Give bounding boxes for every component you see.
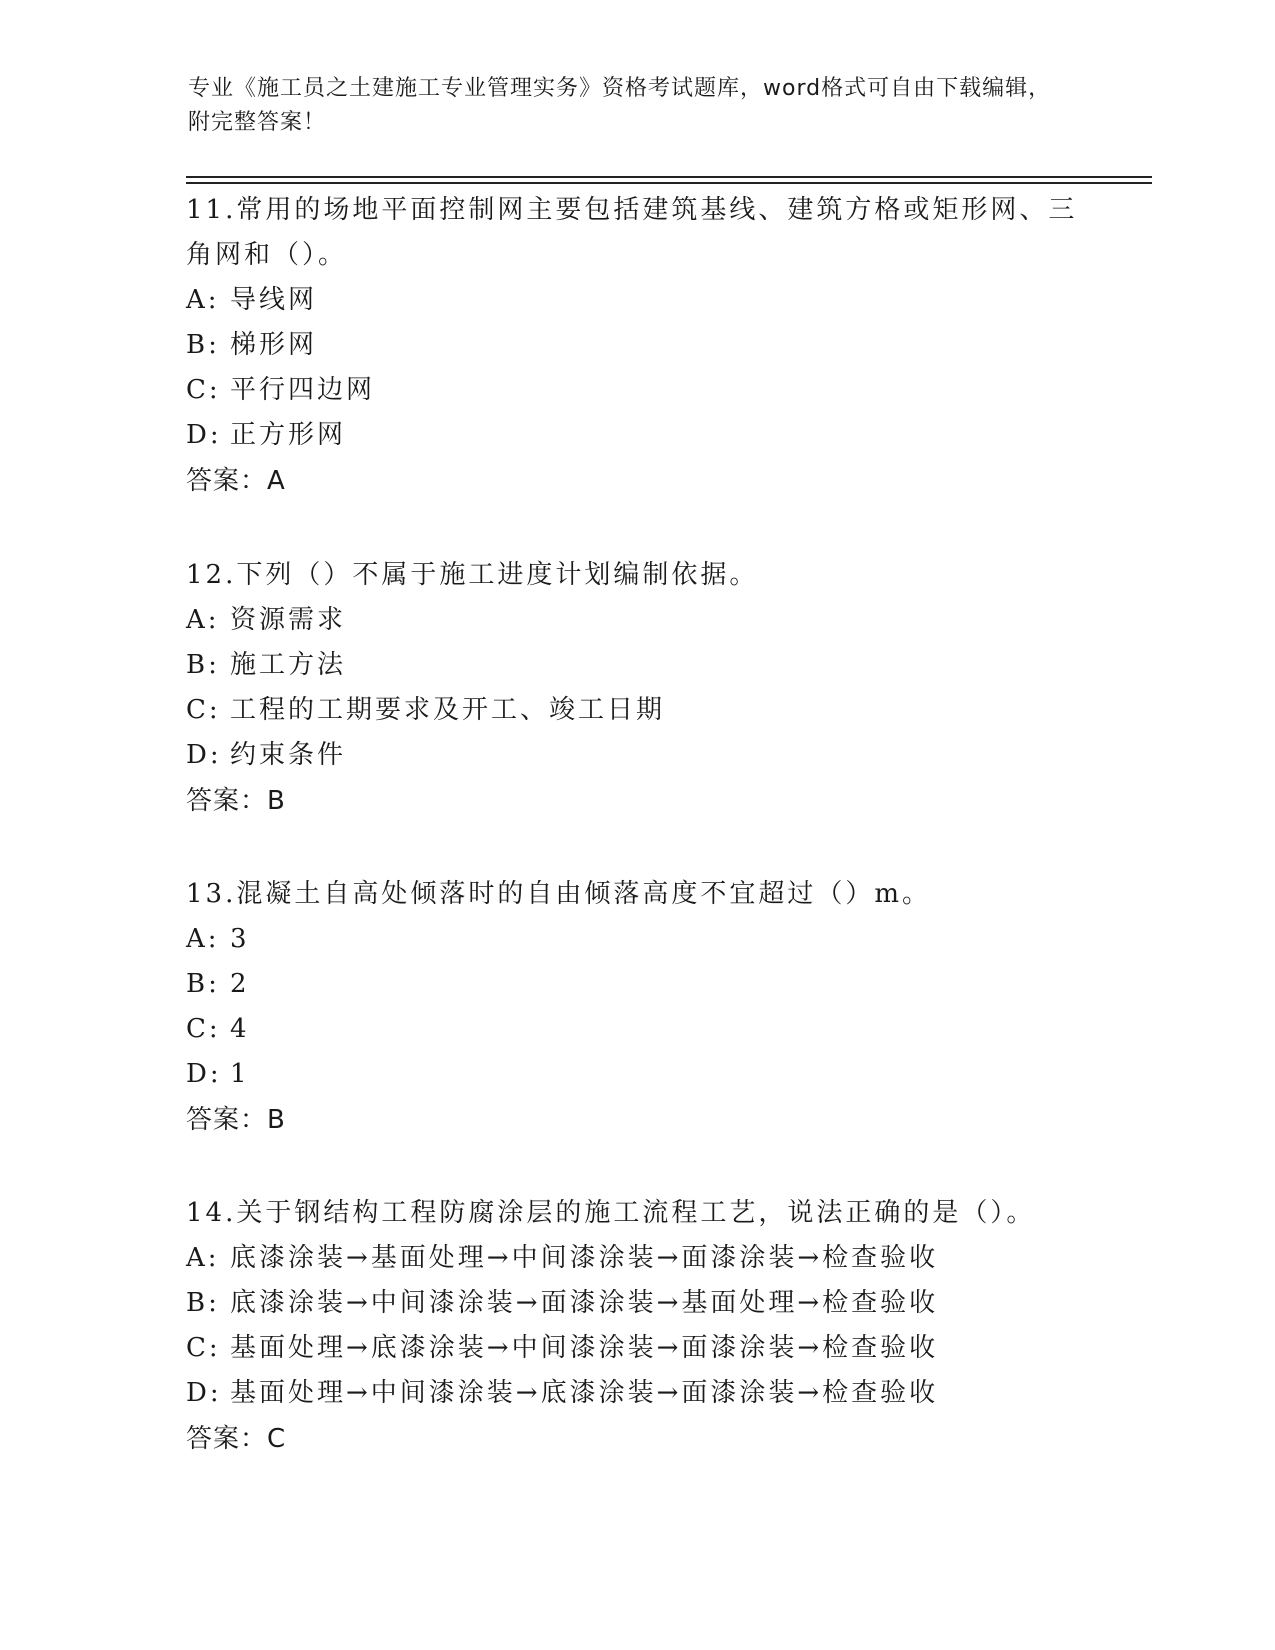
option-c: [186, 1007, 1086, 1052]
option-letter: B:: [186, 969, 220, 999]
option-c: [186, 368, 1086, 413]
option-text: 平行四边网: [230, 375, 376, 405]
option-letter: C:: [186, 375, 221, 405]
option-text: 1: [230, 1059, 250, 1089]
option-b: [186, 962, 1086, 1007]
answer: 答案：C: [186, 1424, 287, 1454]
option-text: 导线网: [230, 285, 318, 315]
option-letter: D:: [186, 1059, 222, 1089]
option-letter: D:: [186, 420, 222, 450]
option-d: [186, 1371, 1086, 1416]
question-stem: 14.关于钢结构工程防腐涂层的施工流程工艺，说法正确的是（）。: [186, 1198, 1036, 1228]
option-d: [186, 1052, 1086, 1097]
option-text: 梯形网: [230, 330, 318, 360]
option-letter: A:: [186, 605, 220, 635]
answer: 答案：B: [186, 786, 286, 816]
option-text: 基面处理→中间漆涂装→底漆涂装→面漆涂装→检查验收: [230, 1378, 939, 1408]
option-text: 施工方法: [230, 650, 347, 680]
question-stem: 12.下列（）不属于施工进度计划编制依据。: [186, 560, 759, 590]
option-c: [186, 1326, 1086, 1371]
option-b: [186, 323, 1086, 368]
option-d: [186, 413, 1086, 458]
option-text: 基面处理→底漆涂装→中间漆涂装→面漆涂装→检查验收: [230, 1333, 939, 1363]
header-rule-top: [186, 176, 1152, 178]
option-letter: C:: [186, 1014, 221, 1044]
option-d: [186, 733, 1086, 778]
option-letter: A:: [186, 285, 220, 315]
question-stem: 13.混凝土自高处倾落时的自由倾落高度不宜超过（）m。: [186, 879, 932, 909]
option-letter: A:: [186, 924, 220, 954]
option-text: 正方形网: [230, 420, 347, 450]
option-letter: B:: [186, 1288, 220, 1318]
answer: 答案：B: [186, 1105, 286, 1135]
question-stem: 11.常用的场地平面控制网主要包括建筑基线、建筑方格或矩形网、三角网和（）。: [186, 195, 1078, 270]
option-letter: C:: [186, 695, 221, 725]
question-12: [186, 553, 1086, 824]
option-text: 工程的工期要求及开工、竣工日期: [230, 695, 666, 725]
option-letter: D:: [186, 740, 222, 770]
option-b: [186, 1281, 1086, 1326]
option-text: 约束条件: [230, 740, 347, 770]
option-text: 3: [230, 924, 250, 954]
option-letter: D:: [186, 1378, 222, 1408]
option-letter: C:: [186, 1333, 221, 1363]
option-letter: B:: [186, 650, 220, 680]
question-14: [186, 1191, 1086, 1462]
option-letter: B:: [186, 330, 220, 360]
option-letter: A:: [186, 1243, 220, 1273]
answer: 答案：A: [186, 466, 286, 496]
option-c: [186, 688, 1086, 733]
option-a: [186, 278, 1086, 323]
option-b: [186, 643, 1086, 688]
option-text: 底漆涂装→中间漆涂装→面漆涂装→基面处理→检查验收: [230, 1288, 939, 1318]
document-header: 专业《施工员之土建施工专业管理实务》资格考试题库，word格式可自由下载编辑，附完整答案！: [188, 76, 1052, 135]
option-a: [186, 598, 1086, 643]
option-text: 底漆涂装→基面处理→中间漆涂装→面漆涂装→检查验收: [230, 1243, 939, 1273]
option-a: [186, 917, 1086, 962]
option-text: 资源需求: [230, 605, 347, 635]
option-text: 2: [230, 969, 250, 999]
option-a: [186, 1236, 1086, 1281]
question-11: [186, 188, 1086, 504]
header-rule-bottom: [186, 182, 1152, 184]
option-text: 4: [230, 1014, 250, 1044]
question-13: [186, 872, 1086, 1143]
